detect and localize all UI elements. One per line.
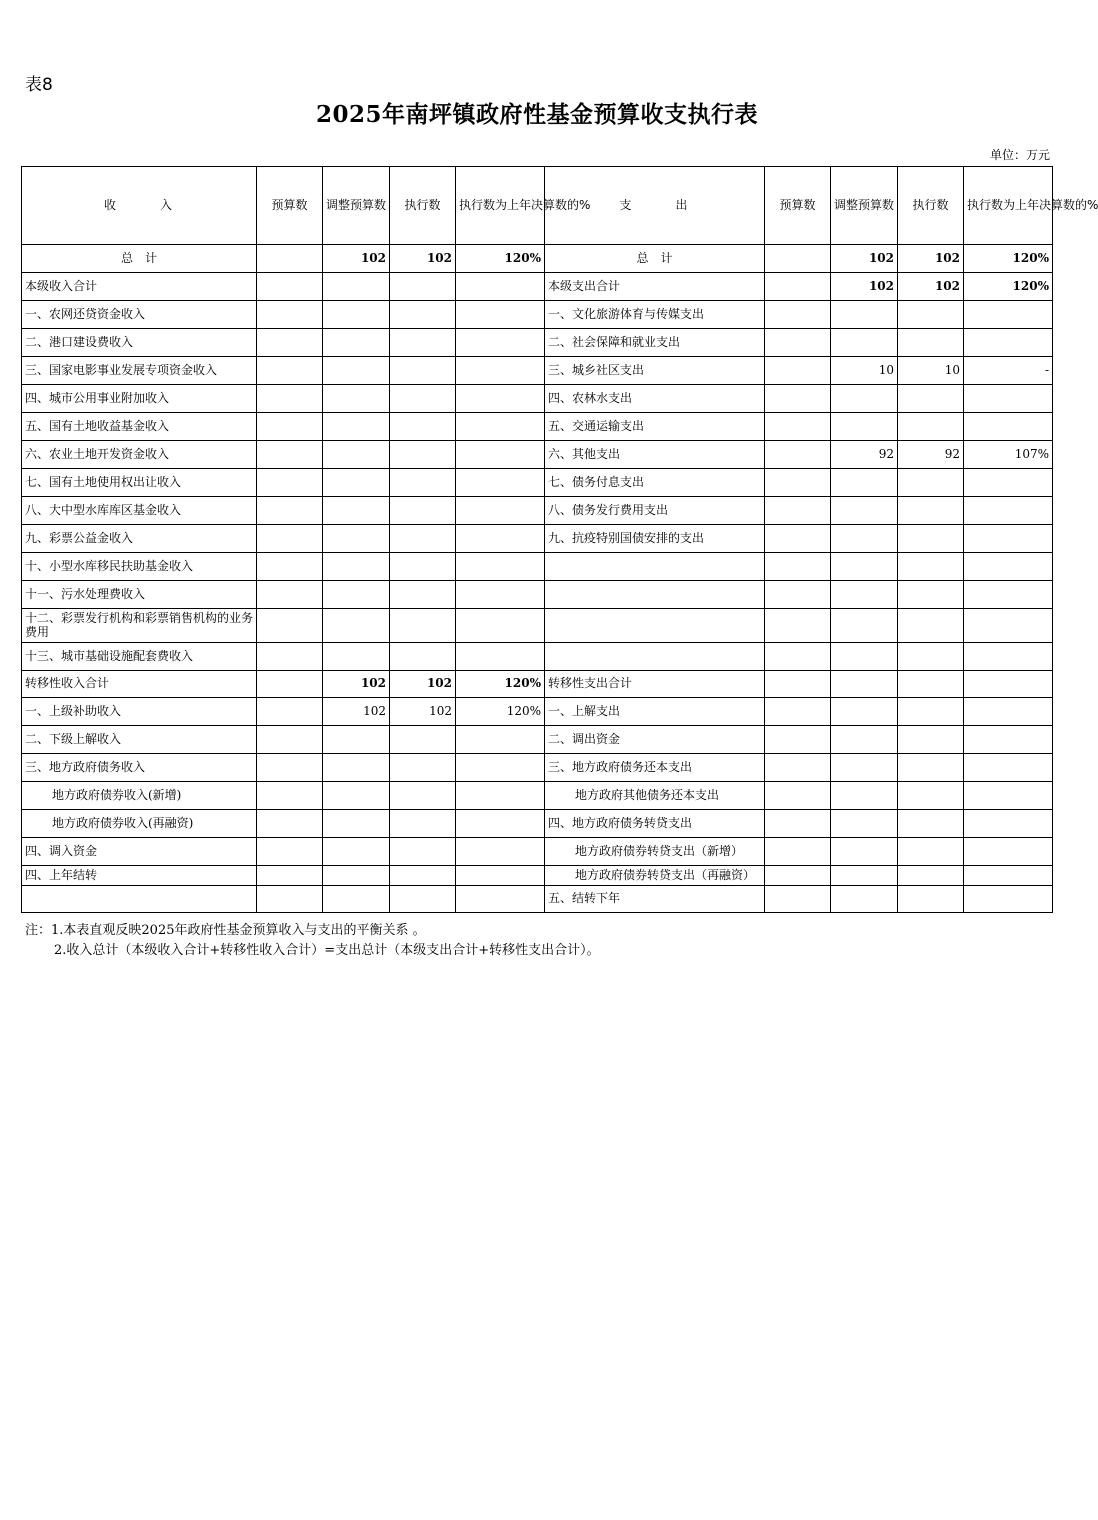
note-2: 2.收入总计（本级收入合计+转移性收入合计）=支出总计（本级支出合计+转移性支出合计）。 — [54, 943, 600, 958]
total-expense-executed: 102 — [898, 245, 964, 273]
header-expense: 支 出 — [545, 167, 765, 245]
table-row — [22, 413, 1053, 441]
income-adjusted — [323, 413, 390, 441]
expense-item: 七、债务付息支出 — [545, 469, 765, 497]
expense-ratio — [964, 754, 1053, 782]
income-executed — [390, 413, 456, 441]
expense-item — [545, 553, 765, 581]
cell — [390, 273, 456, 301]
total-row — [22, 245, 1053, 273]
cell — [257, 782, 323, 810]
table-row — [22, 838, 1053, 866]
expense-adjusted — [831, 643, 898, 671]
income-adjusted — [323, 301, 390, 329]
expense-adjusted — [831, 838, 898, 866]
income-item: 二、港口建设费收入 — [22, 329, 257, 357]
income-adjusted — [323, 581, 390, 609]
expense-adjusted — [831, 698, 898, 726]
cell — [765, 726, 831, 754]
expense-ratio — [964, 413, 1053, 441]
expense-executed — [898, 886, 964, 913]
cell — [257, 838, 323, 866]
table-row — [22, 609, 1053, 643]
table-row — [22, 810, 1053, 838]
cell — [765, 525, 831, 553]
income-executed: 102 — [390, 698, 456, 726]
cell — [898, 671, 964, 698]
table-row — [22, 754, 1053, 782]
header-adjusted: 调整预算数 — [323, 167, 390, 245]
expense-adjusted — [831, 497, 898, 525]
expense-adjusted — [831, 525, 898, 553]
cell — [765, 643, 831, 671]
unit-label: 单位：万元 — [989, 148, 1050, 162]
income-adjusted — [323, 886, 390, 913]
income-executed — [390, 643, 456, 671]
expense-executed — [898, 782, 964, 810]
page-title: 2025年南坪镇政府性基金预算收支执行表 — [315, 101, 758, 128]
total-income-executed: 102 — [390, 245, 456, 273]
table-row — [22, 357, 1053, 385]
expense-item: 四、地方政府债务转贷支出 — [545, 810, 765, 838]
income-item: 一、农网还贷资金收入 — [22, 301, 257, 329]
expense-ratio: - — [964, 357, 1053, 385]
table-row — [22, 886, 1053, 913]
cell — [765, 329, 831, 357]
expense-executed — [898, 726, 964, 754]
expense-executed — [898, 413, 964, 441]
local-expense-label: 本级支出合计 — [545, 273, 765, 301]
expense-adjusted — [831, 810, 898, 838]
expense-executed — [898, 838, 964, 866]
expense-ratio — [964, 782, 1053, 810]
expense-ratio — [964, 726, 1053, 754]
expense-ratio — [964, 609, 1053, 643]
expense-item — [545, 643, 765, 671]
table-row — [22, 553, 1053, 581]
income-ratio — [456, 754, 545, 782]
cell — [765, 497, 831, 525]
expense-ratio — [964, 469, 1053, 497]
income-item: 地方政府债券收入(再融资) — [22, 810, 257, 838]
table-row — [22, 385, 1053, 413]
income-executed — [390, 782, 456, 810]
income-ratio — [456, 838, 545, 866]
transfer-income-executed: 102 — [390, 671, 456, 698]
income-adjusted — [323, 469, 390, 497]
table-row — [22, 441, 1053, 469]
expense-ratio: 107% — [964, 441, 1053, 469]
income-item: 一、上级补助收入 — [22, 698, 257, 726]
cell — [765, 609, 831, 643]
income-item: 二、下级上解收入 — [22, 726, 257, 754]
total-expense-label: 总 计 — [545, 245, 765, 273]
expense-executed — [898, 810, 964, 838]
income-ratio — [456, 385, 545, 413]
income-ratio — [456, 886, 545, 913]
cell — [257, 581, 323, 609]
income-ratio — [456, 553, 545, 581]
table-row — [22, 329, 1053, 357]
cell — [257, 497, 323, 525]
expense-item: 地方政府债券转贷支出（再融资） — [545, 866, 765, 886]
expense-item: 二、调出资金 — [545, 726, 765, 754]
local-expense-ratio: 120% — [964, 273, 1053, 301]
income-item: 十三、城市基础设施配套费收入 — [22, 643, 257, 671]
income-executed — [390, 469, 456, 497]
cell — [765, 385, 831, 413]
cell — [765, 810, 831, 838]
expense-adjusted — [831, 301, 898, 329]
cell — [257, 357, 323, 385]
expense-executed — [898, 385, 964, 413]
income-executed — [390, 581, 456, 609]
income-ratio — [456, 329, 545, 357]
expense-adjusted — [831, 469, 898, 497]
income-adjusted — [323, 726, 390, 754]
expense-adjusted — [831, 329, 898, 357]
expense-item: 五、交通运输支出 — [545, 413, 765, 441]
table-number: 表8 — [25, 75, 53, 95]
cell — [765, 441, 831, 469]
income-ratio — [456, 301, 545, 329]
expense-item: 地方政府债券转贷支出（新增） — [545, 838, 765, 866]
cell — [964, 671, 1053, 698]
income-ratio: 120% — [456, 698, 545, 726]
expense-adjusted: 10 — [831, 357, 898, 385]
income-ratio — [456, 469, 545, 497]
income-item: 八、大中型水库库区基金收入 — [22, 497, 257, 525]
expense-executed — [898, 469, 964, 497]
header-budget: 预算数 — [765, 167, 831, 245]
income-ratio — [456, 782, 545, 810]
income-item: 十、小型水库移民扶助基金收入 — [22, 553, 257, 581]
total-income-label: 总 计 — [22, 245, 257, 273]
income-adjusted — [323, 754, 390, 782]
income-ratio — [456, 726, 545, 754]
expense-executed — [898, 581, 964, 609]
cell — [765, 273, 831, 301]
income-item: 四、上年结转 — [22, 866, 257, 886]
cell — [765, 581, 831, 609]
expense-adjusted — [831, 385, 898, 413]
expense-ratio — [964, 838, 1053, 866]
expense-item — [545, 581, 765, 609]
table-row — [22, 782, 1053, 810]
cell — [257, 273, 323, 301]
cell — [257, 810, 323, 838]
income-item: 十二、彩票发行机构和彩票销售机构的业务费用 — [22, 609, 257, 643]
expense-ratio — [964, 329, 1053, 357]
income-ratio — [456, 357, 545, 385]
cell — [257, 671, 323, 698]
expense-item: 四、农林水支出 — [545, 385, 765, 413]
income-executed — [390, 329, 456, 357]
income-item: 四、城市公用事业附加收入 — [22, 385, 257, 413]
expense-adjusted: 92 — [831, 441, 898, 469]
expense-ratio — [964, 810, 1053, 838]
total-expense-adjusted: 102 — [831, 245, 898, 273]
income-ratio — [456, 413, 545, 441]
expense-executed — [898, 497, 964, 525]
cell — [765, 357, 831, 385]
income-item: 六、农业土地开发资金收入 — [22, 441, 257, 469]
header-income: 收 入 — [22, 167, 257, 245]
total-income-ratio: 120% — [456, 245, 545, 273]
expense-item: 五、结转下年 — [545, 886, 765, 913]
income-item: 七、国有土地使用权出让收入 — [22, 469, 257, 497]
cell — [257, 441, 323, 469]
income-adjusted — [323, 838, 390, 866]
expense-ratio — [964, 581, 1053, 609]
income-executed — [390, 385, 456, 413]
income-item: 地方政府债券收入(新增) — [22, 782, 257, 810]
header-executed: 执行数 — [390, 167, 456, 245]
income-ratio — [456, 643, 545, 671]
income-ratio — [456, 497, 545, 525]
income-executed — [390, 886, 456, 913]
cell — [323, 273, 390, 301]
expense-ratio — [964, 553, 1053, 581]
cell — [257, 754, 323, 782]
expense-ratio — [964, 698, 1053, 726]
total-income-adjusted: 102 — [323, 245, 390, 273]
header-row — [22, 167, 1053, 245]
income-ratio — [456, 525, 545, 553]
income-adjusted — [323, 525, 390, 553]
expense-adjusted — [831, 726, 898, 754]
transfer-expense-label: 转移性支出合计 — [545, 671, 765, 698]
cell — [765, 413, 831, 441]
cell — [257, 385, 323, 413]
cell — [257, 726, 323, 754]
header-ratio: 执行数为上年决算数的% — [456, 167, 545, 245]
transfer-income-ratio: 120% — [456, 671, 545, 698]
expense-item: 二、社会保障和就业支出 — [545, 329, 765, 357]
cell — [456, 273, 545, 301]
cell — [257, 886, 323, 913]
income-adjusted — [323, 497, 390, 525]
expense-item: 地方政府其他债务还本支出 — [545, 782, 765, 810]
cell — [765, 553, 831, 581]
expense-executed — [898, 698, 964, 726]
cell — [257, 525, 323, 553]
expense-item: 一、上解支出 — [545, 698, 765, 726]
expense-ratio — [964, 886, 1053, 913]
cell — [765, 838, 831, 866]
expense-executed — [898, 329, 964, 357]
income-adjusted — [323, 385, 390, 413]
cell — [257, 245, 323, 273]
income-executed — [390, 754, 456, 782]
expense-adjusted — [831, 866, 898, 886]
expense-adjusted — [831, 754, 898, 782]
cell — [257, 609, 323, 643]
cell — [831, 671, 898, 698]
expense-adjusted — [831, 609, 898, 643]
expense-adjusted — [831, 553, 898, 581]
expense-ratio — [964, 866, 1053, 886]
income-ratio — [456, 866, 545, 886]
expense-item: 九、抗疫特别国债安排的支出 — [545, 525, 765, 553]
income-item — [22, 886, 257, 913]
income-item: 三、国家电影事业发展专项资金收入 — [22, 357, 257, 385]
cell — [765, 671, 831, 698]
expense-ratio — [964, 385, 1053, 413]
cell — [765, 245, 831, 273]
expense-executed: 10 — [898, 357, 964, 385]
income-adjusted — [323, 643, 390, 671]
income-adjusted — [323, 782, 390, 810]
income-executed — [390, 810, 456, 838]
income-executed — [390, 866, 456, 886]
table-row — [22, 469, 1053, 497]
note-1: 注：1.本表直观反映2025年政府性基金预算收入与支出的平衡关系 。 — [25, 923, 426, 938]
income-executed — [390, 497, 456, 525]
expense-executed — [898, 754, 964, 782]
expense-item: 八、债务发行费用支出 — [545, 497, 765, 525]
cell — [765, 754, 831, 782]
header-executed: 执行数 — [898, 167, 964, 245]
income-ratio — [456, 609, 545, 643]
expense-item: 三、城乡社区支出 — [545, 357, 765, 385]
cell — [257, 413, 323, 441]
cell — [257, 553, 323, 581]
expense-executed — [898, 553, 964, 581]
table-row — [22, 643, 1053, 671]
cell — [257, 698, 323, 726]
income-item: 九、彩票公益金收入 — [22, 525, 257, 553]
income-adjusted — [323, 441, 390, 469]
expense-ratio — [964, 643, 1053, 671]
table-row — [22, 497, 1053, 525]
income-executed — [390, 357, 456, 385]
income-executed — [390, 441, 456, 469]
cell — [257, 329, 323, 357]
income-ratio — [456, 810, 545, 838]
local-subtotal-row — [22, 273, 1053, 301]
expense-adjusted — [831, 581, 898, 609]
expense-ratio — [964, 525, 1053, 553]
income-item: 四、调入资金 — [22, 838, 257, 866]
budget-table — [21, 166, 1098, 913]
table-row — [22, 866, 1053, 886]
income-executed — [390, 301, 456, 329]
income-executed — [390, 609, 456, 643]
cell — [765, 469, 831, 497]
income-adjusted: 102 — [323, 698, 390, 726]
table-row — [22, 726, 1053, 754]
transfer-subtotal-row — [22, 671, 1053, 698]
income-adjusted — [323, 329, 390, 357]
table-row — [22, 525, 1053, 553]
expense-executed: 92 — [898, 441, 964, 469]
transfer-income-label: 转移性收入合计 — [22, 671, 257, 698]
cell — [765, 698, 831, 726]
income-executed — [390, 726, 456, 754]
cell — [765, 886, 831, 913]
expense-adjusted — [831, 413, 898, 441]
expense-ratio — [964, 301, 1053, 329]
table-row — [22, 581, 1053, 609]
total-expense-ratio: 120% — [964, 245, 1053, 273]
income-adjusted — [323, 553, 390, 581]
income-item: 五、国有土地收益基金收入 — [22, 413, 257, 441]
transfer-income-adjusted: 102 — [323, 671, 390, 698]
expense-item: 三、地方政府债务还本支出 — [545, 754, 765, 782]
expense-adjusted — [831, 782, 898, 810]
income-item: 三、地方政府债务收入 — [22, 754, 257, 782]
expense-executed — [898, 609, 964, 643]
expense-item: 六、其他支出 — [545, 441, 765, 469]
cell — [765, 301, 831, 329]
header-budget: 预算数 — [257, 167, 323, 245]
income-adjusted — [323, 810, 390, 838]
local-expense-executed: 102 — [898, 273, 964, 301]
cell — [765, 782, 831, 810]
expense-adjusted — [831, 886, 898, 913]
income-ratio — [456, 581, 545, 609]
table-row — [22, 301, 1053, 329]
income-item: 十一、污水处理费收入 — [22, 581, 257, 609]
expense-item: 一、文化旅游体育与传媒支出 — [545, 301, 765, 329]
cell — [765, 866, 831, 886]
cell — [257, 301, 323, 329]
expense-executed — [898, 301, 964, 329]
income-ratio — [456, 441, 545, 469]
expense-ratio — [964, 497, 1053, 525]
income-adjusted — [323, 866, 390, 886]
income-adjusted — [323, 609, 390, 643]
header-ratio: 执行数为上年决算数的% — [964, 167, 1053, 245]
expense-executed — [898, 643, 964, 671]
income-adjusted — [323, 357, 390, 385]
expense-executed — [898, 525, 964, 553]
notes — [25, 921, 600, 961]
income-executed — [390, 838, 456, 866]
local-income-label: 本级收入合计 — [22, 273, 257, 301]
local-expense-adjusted: 102 — [831, 273, 898, 301]
cell — [257, 866, 323, 886]
table-row — [22, 698, 1053, 726]
cell — [257, 469, 323, 497]
cell — [257, 643, 323, 671]
expense-item — [545, 609, 765, 643]
income-executed — [390, 553, 456, 581]
header-adjusted: 调整预算数 — [831, 167, 898, 245]
income-executed — [390, 525, 456, 553]
expense-executed — [898, 866, 964, 886]
